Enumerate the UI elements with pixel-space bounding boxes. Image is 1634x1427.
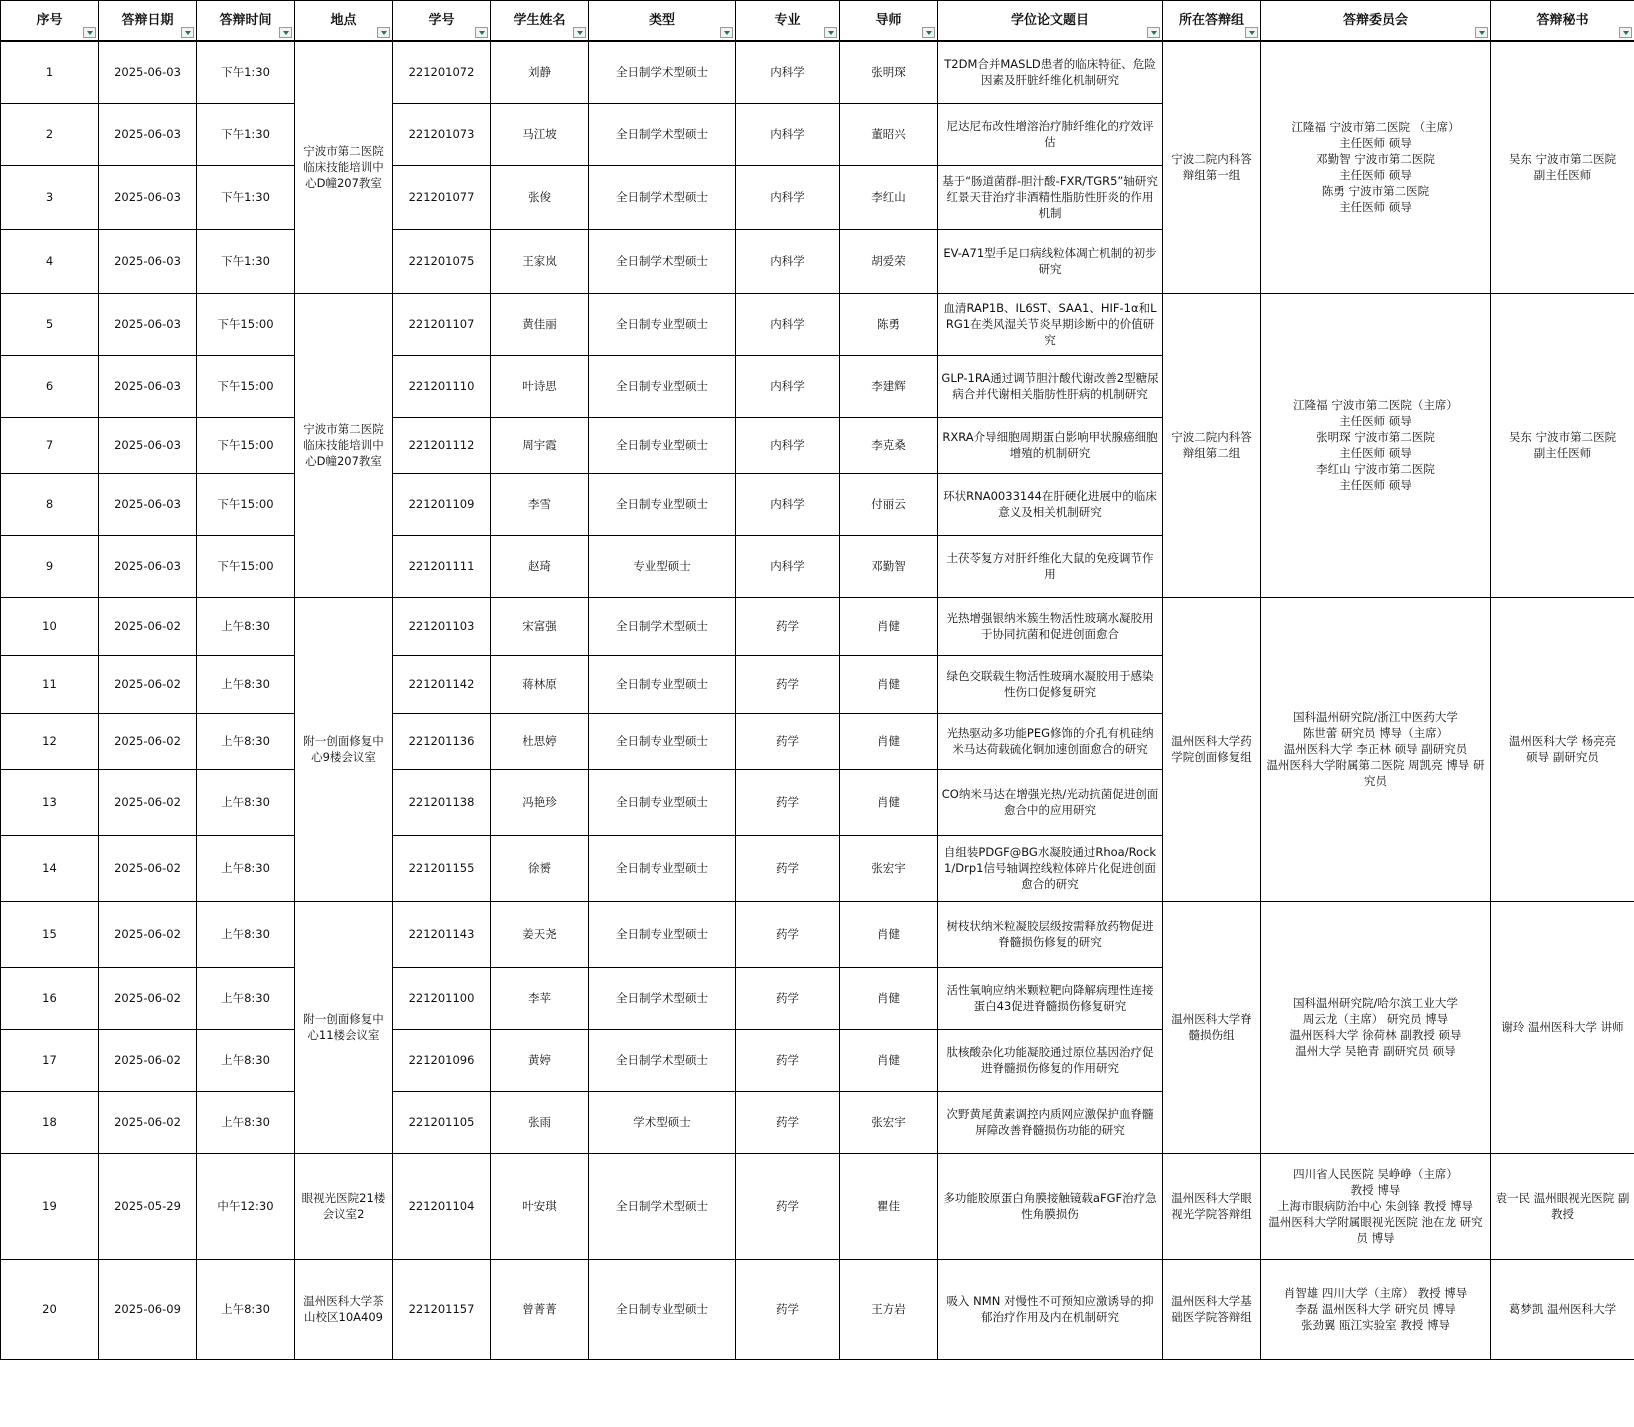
advisor: 李红山	[840, 165, 938, 229]
venue: 宁波市第二医院临床技能培训中心D幢207教室	[295, 293, 393, 597]
defense-time: 上午8:30	[197, 1259, 295, 1359]
column-header-label: 地点	[330, 12, 357, 28]
thesis-title: 吸入 NMN 对慢性不可预知应激诱导的抑郁治疗作用及内在机制研究	[938, 1259, 1163, 1359]
defense-time: 上午8:30	[197, 835, 295, 901]
defense-date: 2025-06-02	[99, 655, 197, 713]
defense-committee: 国科温州研究院/哈尔滨工业大学 周云龙（主席） 研究员 博导 温州医科大学 徐荷林 副教授 硕导 温州大学 吴艳青 副研究员 硕导	[1261, 901, 1491, 1153]
student-id: 221201103	[393, 597, 491, 655]
column-header-label: 答辩委员会	[1342, 12, 1408, 28]
column-header-label: 类型	[648, 12, 675, 28]
filter-dropdown-icon[interactable]	[83, 27, 96, 38]
defense-time: 上午8:30	[197, 967, 295, 1029]
defense-time: 下午15:00	[197, 355, 295, 417]
student-name: 马江坡	[491, 103, 589, 165]
student-name: 李苹	[491, 967, 589, 1029]
defense-secretary: 温州医科大学 杨亮亮 硕导 副研究员	[1491, 597, 1634, 901]
defense-time: 上午8:30	[197, 713, 295, 769]
student-id: 221201109	[393, 473, 491, 535]
table-row	[1, 901, 1634, 967]
major: 内科学	[736, 417, 840, 473]
filter-dropdown-icon[interactable]	[1147, 27, 1160, 38]
defense-time: 上午8:30	[197, 1091, 295, 1153]
student-id: 221201110	[393, 355, 491, 417]
degree-type: 全日制专业型硕士	[589, 417, 736, 473]
row-number: 2	[1, 103, 99, 165]
row-number: 14	[1, 835, 99, 901]
table-row	[1, 1153, 1634, 1259]
column-header	[491, 1, 589, 42]
degree-type: 全日制学术型硕士	[589, 165, 736, 229]
advisor: 王方岩	[840, 1259, 938, 1359]
filter-dropdown-icon[interactable]	[824, 27, 837, 38]
row-number: 6	[1, 355, 99, 417]
student-name: 宋富强	[491, 597, 589, 655]
degree-type: 全日制专业型硕士	[589, 655, 736, 713]
row-number: 18	[1, 1091, 99, 1153]
student-id: 221201100	[393, 967, 491, 1029]
student-name: 刘静	[491, 41, 589, 103]
major: 药学	[736, 1153, 840, 1259]
row-number: 17	[1, 1029, 99, 1091]
degree-type: 全日制专业型硕士	[589, 473, 736, 535]
advisor: 陈勇	[840, 293, 938, 355]
student-name: 黄婷	[491, 1029, 589, 1091]
defense-date: 2025-06-02	[99, 901, 197, 967]
defense-date: 2025-06-02	[99, 597, 197, 655]
advisor: 李克桑	[840, 417, 938, 473]
column-header	[840, 1, 938, 42]
venue: 温州医科大学茶山校区10A409	[295, 1259, 393, 1359]
thesis-title: 树枝状纳米粒凝胶层级按需释放药物促进脊髓损伤修复的研究	[938, 901, 1163, 967]
filter-dropdown-icon[interactable]	[1475, 27, 1488, 38]
defense-time: 下午15:00	[197, 473, 295, 535]
filter-dropdown-icon[interactable]	[573, 27, 586, 38]
row-number: 13	[1, 769, 99, 835]
thesis-title: 次野黄尾黄素调控内质网应激保护血脊髓屏障改善脊髓损伤功能的研究	[938, 1091, 1163, 1153]
column-header-label: 答辩秘书	[1536, 12, 1589, 28]
column-header-label: 答辩日期	[121, 12, 174, 28]
degree-type: 专业型硕士	[589, 535, 736, 597]
thesis-title: T2DM合并MASLD患者的临床特征、危险因素及肝脏纤维化机制研究	[938, 41, 1163, 103]
filter-dropdown-icon[interactable]	[377, 27, 390, 38]
advisor: 肖健	[840, 655, 938, 713]
column-header	[938, 1, 1163, 42]
advisor: 瞿佳	[840, 1153, 938, 1259]
defense-group: 温州医科大学眼视光学院答辩组	[1163, 1153, 1261, 1259]
student-id: 221201105	[393, 1091, 491, 1153]
row-number: 3	[1, 165, 99, 229]
thesis-title: EV-A71型手足口病线粒体凋亡机制的初步研究	[938, 229, 1163, 293]
column-header	[1491, 1, 1634, 42]
venue: 附一创面修复中心11楼会议室	[295, 901, 393, 1153]
defense-date: 2025-06-02	[99, 1091, 197, 1153]
degree-type: 全日制学术型硕士	[589, 1029, 736, 1091]
advisor: 张明琛	[840, 41, 938, 103]
row-number: 5	[1, 293, 99, 355]
student-name: 叶安琪	[491, 1153, 589, 1259]
defense-committee: 江隆福 宁波市第二医院（主席） 主任医师 硕导 张明琛 宁波市第二医院 主任医师 硕导 李红山 宁波市第二医院 主任医师 硕导	[1261, 293, 1491, 597]
defense-secretary: 谢玲 温州医科大学 讲师	[1491, 901, 1634, 1153]
student-id: 221201136	[393, 713, 491, 769]
filter-dropdown-icon[interactable]	[475, 27, 488, 38]
advisor: 肖健	[840, 901, 938, 967]
student-name: 杜思婷	[491, 713, 589, 769]
column-header	[1, 1, 99, 42]
defense-date: 2025-06-03	[99, 293, 197, 355]
major: 内科学	[736, 535, 840, 597]
column-header	[589, 1, 736, 42]
student-name: 赵琦	[491, 535, 589, 597]
table-body	[1, 41, 1634, 1359]
student-name: 李雪	[491, 473, 589, 535]
student-name: 周宇霞	[491, 417, 589, 473]
column-header-label: 专业	[774, 12, 801, 28]
student-id: 221201107	[393, 293, 491, 355]
thesis-title: 肽核酸杂化功能凝胶通过原位基因治疗促进脊髓损伤修复的作用研究	[938, 1029, 1163, 1091]
defense-time: 下午1:30	[197, 41, 295, 103]
student-id: 221201142	[393, 655, 491, 713]
defense-group: 宁波二院内科答辩组第一组	[1163, 41, 1261, 293]
student-id: 221201157	[393, 1259, 491, 1359]
defense-secretary: 吴东 宁波市第二医院 副主任医师	[1491, 41, 1634, 293]
defense-date: 2025-06-02	[99, 1029, 197, 1091]
defense-date: 2025-06-02	[99, 967, 197, 1029]
defense-time: 下午1:30	[197, 103, 295, 165]
thesis-title: 环状RNA0033144在肝硬化进展中的临床意义及相关机制研究	[938, 473, 1163, 535]
student-id: 221201077	[393, 165, 491, 229]
row-number: 10	[1, 597, 99, 655]
student-name: 王家岚	[491, 229, 589, 293]
major: 内科学	[736, 41, 840, 103]
header-row	[1, 1, 1634, 42]
student-id: 221201138	[393, 769, 491, 835]
advisor: 张宏宇	[840, 835, 938, 901]
filter-dropdown-icon[interactable]	[922, 27, 935, 38]
filter-dropdown-icon[interactable]	[720, 27, 733, 38]
defense-date: 2025-06-03	[99, 103, 197, 165]
defense-secretary: 吴东 宁波市第二医院 副主任医师	[1491, 293, 1634, 597]
student-id: 221201143	[393, 901, 491, 967]
venue: 宁波市第二医院临床技能培训中心D幢207教室	[295, 41, 393, 293]
student-name: 黄佳丽	[491, 293, 589, 355]
student-id: 221201112	[393, 417, 491, 473]
defense-time: 下午15:00	[197, 535, 295, 597]
advisor: 胡爱荣	[840, 229, 938, 293]
degree-type: 全日制专业型硕士	[589, 901, 736, 967]
student-name: 张俊	[491, 165, 589, 229]
student-id: 221201155	[393, 835, 491, 901]
venue: 眼视光医院21楼会议室2	[295, 1153, 393, 1259]
major: 药学	[736, 1259, 840, 1359]
row-number: 15	[1, 901, 99, 967]
column-header	[1261, 1, 1491, 42]
thesis-title: 自组装PDGF@BG水凝胶通过Rhoa/Rock1/Drp1信号轴调控线粒体碎片化促进创面愈合的研究	[938, 835, 1163, 901]
defense-date: 2025-06-02	[99, 713, 197, 769]
degree-type: 学术型硕士	[589, 1091, 736, 1153]
student-id: 221201096	[393, 1029, 491, 1091]
column-header	[393, 1, 491, 42]
column-header-label: 答辩时间	[219, 12, 272, 28]
student-name: 冯艳珍	[491, 769, 589, 835]
student-name: 姜天尧	[491, 901, 589, 967]
major: 内科学	[736, 473, 840, 535]
defense-group: 温州医科大学基础医学院答辩组	[1163, 1259, 1261, 1359]
major: 药学	[736, 1091, 840, 1153]
column-header-label: 导师	[875, 12, 902, 28]
thesis-title: 活性氧响应纳米颗粒靶向降解病理性连接蛋白43促进脊髓损伤修复研究	[938, 967, 1163, 1029]
student-name: 张雨	[491, 1091, 589, 1153]
degree-type: 全日制专业型硕士	[589, 355, 736, 417]
row-number: 20	[1, 1259, 99, 1359]
defense-time: 上午8:30	[197, 655, 295, 713]
column-header-label: 学号	[428, 12, 455, 28]
degree-type: 全日制学术型硕士	[589, 967, 736, 1029]
defense-committee: 江隆福 宁波市第二医院 （主席） 主任医师 硕导 邓勤智 宁波市第二医院 主任医师 硕导 陈勇 宁波市第二医院 主任医师 硕导	[1261, 41, 1491, 293]
defense-time: 下午1:30	[197, 229, 295, 293]
defense-date: 2025-06-03	[99, 355, 197, 417]
student-id: 221201075	[393, 229, 491, 293]
column-header-label: 学位论文题目	[1010, 12, 1089, 28]
venue: 附一创面修复中心9楼会议室	[295, 597, 393, 901]
defense-committee: 肖智雄 四川大学（主席） 教授 博导 李磊 温州医科大学 研究员 博导 张劲翼 瓯江实验室 教授 博导	[1261, 1259, 1491, 1359]
filter-dropdown-icon[interactable]	[279, 27, 292, 38]
degree-type: 全日制学术型硕士	[589, 41, 736, 103]
column-header-label: 学生姓名	[513, 12, 566, 28]
column-header-label: 序号	[36, 12, 63, 28]
degree-type: 全日制专业型硕士	[589, 293, 736, 355]
defense-time: 下午15:00	[197, 417, 295, 473]
degree-type: 全日制学术型硕士	[589, 229, 736, 293]
defense-committee: 四川省人民医院 吴峥峥（主席） 教授 博导 上海市眼病防治中心 朱剑锋 教授 博导 温州医科大学附属眼视光医院 池在龙 研究员 博导	[1261, 1153, 1491, 1259]
thesis-title: 多功能胶原蛋白角膜接触镜载aFGF治疗急性角膜损伤	[938, 1153, 1163, 1259]
major: 内科学	[736, 103, 840, 165]
advisor: 付丽云	[840, 473, 938, 535]
major: 药学	[736, 597, 840, 655]
filter-dropdown-icon[interactable]	[1619, 27, 1632, 38]
defense-date: 2025-06-03	[99, 165, 197, 229]
defense-secretary: 袁一民 温州眼视光医院 副教授	[1491, 1153, 1634, 1259]
degree-type: 全日制专业型硕士	[589, 1259, 736, 1359]
advisor: 董昭兴	[840, 103, 938, 165]
advisor: 邓勤智	[840, 535, 938, 597]
thesis-title: CO纳米马达在增强光热/光动抗菌促进创面愈合中的应用研究	[938, 769, 1163, 835]
defense-date: 2025-06-09	[99, 1259, 197, 1359]
advisor: 李建辉	[840, 355, 938, 417]
row-number: 19	[1, 1153, 99, 1259]
advisor: 肖健	[840, 967, 938, 1029]
student-name: 徐赟	[491, 835, 589, 901]
column-header	[197, 1, 295, 42]
thesis-title: 光热驱动多功能PEG修饰的介孔有机硅纳米马达荷载硫化铜加速创面愈合的研究	[938, 713, 1163, 769]
major: 内科学	[736, 229, 840, 293]
student-id: 221201072	[393, 41, 491, 103]
defense-time: 上午8:30	[197, 769, 295, 835]
defense-date: 2025-06-03	[99, 417, 197, 473]
student-id: 221201073	[393, 103, 491, 165]
major: 药学	[736, 655, 840, 713]
advisor: 张宏宇	[840, 1091, 938, 1153]
row-number: 7	[1, 417, 99, 473]
major: 内科学	[736, 293, 840, 355]
thesis-title: 血清RAP1B、IL6ST、SAA1、HIF-1α和LRG1在类风湿关节炎早期诊断中的价值研究	[938, 293, 1163, 355]
defense-date: 2025-06-03	[99, 535, 197, 597]
defense-group: 宁波二院内科答辩组第二组	[1163, 293, 1261, 597]
major: 药学	[736, 769, 840, 835]
column-header	[99, 1, 197, 42]
thesis-title: 光热增强银纳米簇生物活性玻璃水凝胶用于协同抗菌和促进创面愈合	[938, 597, 1163, 655]
column-header	[295, 1, 393, 42]
degree-type: 全日制学术型硕士	[589, 597, 736, 655]
defense-date: 2025-05-29	[99, 1153, 197, 1259]
student-name: 叶诗思	[491, 355, 589, 417]
defense-time: 上午8:30	[197, 597, 295, 655]
table-row	[1, 41, 1634, 103]
thesis-title: RXRA介导细胞周期蛋白影响甲状腺癌细胞增殖的机制研究	[938, 417, 1163, 473]
row-number: 8	[1, 473, 99, 535]
column-header	[1163, 1, 1261, 42]
student-id: 221201104	[393, 1153, 491, 1259]
column-header-label: 所在答辩组	[1178, 12, 1244, 28]
degree-type: 全日制学术型硕士	[589, 103, 736, 165]
table-row	[1, 293, 1634, 355]
defense-date: 2025-06-02	[99, 835, 197, 901]
defense-group: 温州医科大学脊髓损伤组	[1163, 901, 1261, 1153]
major: 药学	[736, 901, 840, 967]
row-number: 4	[1, 229, 99, 293]
degree-type: 全日制学术型硕士	[589, 1153, 736, 1259]
thesis-title: 基于“肠道菌群-胆汁酸-FXR/TGR5”轴研究红景天苷治疗非酒精性脂肪性肝炎的作用机制	[938, 165, 1163, 229]
advisor: 肖健	[840, 713, 938, 769]
defense-time: 下午15:00	[197, 293, 295, 355]
degree-type: 全日制专业型硕士	[589, 713, 736, 769]
defense-date: 2025-06-03	[99, 473, 197, 535]
defense-date: 2025-06-02	[99, 769, 197, 835]
major: 药学	[736, 713, 840, 769]
major: 内科学	[736, 355, 840, 417]
filter-dropdown-icon[interactable]	[1245, 27, 1258, 38]
defense-time: 中午12:30	[197, 1153, 295, 1259]
defense-date: 2025-06-03	[99, 41, 197, 103]
column-header	[736, 1, 840, 42]
degree-type: 全日制专业型硕士	[589, 835, 736, 901]
table-row	[1, 1259, 1634, 1359]
defense-time: 上午8:30	[197, 1029, 295, 1091]
advisor: 肖健	[840, 1029, 938, 1091]
defense-group: 温州医科大学药学院创面修复组	[1163, 597, 1261, 901]
thesis-title: 绿色交联载生物活性玻璃水凝胶用于感染性伤口促修复研究	[938, 655, 1163, 713]
advisor: 肖健	[840, 769, 938, 835]
row-number: 16	[1, 967, 99, 1029]
defense-committee: 国科温州研究院/浙江中医药大学 陈世蕾 研究员 博导（主席） 温州医科大学 李正林 硕导 副研究员 温州医科大学附属第二医院 周凯亮 博导 研究员	[1261, 597, 1491, 901]
degree-type: 全日制专业型硕士	[589, 769, 736, 835]
major: 内科学	[736, 165, 840, 229]
row-number: 11	[1, 655, 99, 713]
filter-dropdown-icon[interactable]	[181, 27, 194, 38]
defense-time: 上午8:30	[197, 901, 295, 967]
student-name: 曾菁菁	[491, 1259, 589, 1359]
student-id: 221201111	[393, 535, 491, 597]
thesis-title: 尼达尼布改性增溶治疗肺纤维化的疗效评估	[938, 103, 1163, 165]
defense-date: 2025-06-03	[99, 229, 197, 293]
student-name: 蒋林原	[491, 655, 589, 713]
table-row	[1, 597, 1634, 655]
major: 药学	[736, 967, 840, 1029]
advisor: 肖健	[840, 597, 938, 655]
row-number: 1	[1, 41, 99, 103]
thesis-title: GLP-1RA通过调节胆汁酸代谢改善2型糖尿病合并代谢相关脂肪性肝病的机制研究	[938, 355, 1163, 417]
major: 药学	[736, 835, 840, 901]
defense-time: 下午1:30	[197, 165, 295, 229]
defense-secretary: 葛梦凯 温州医科大学	[1491, 1259, 1634, 1359]
row-number: 12	[1, 713, 99, 769]
major: 药学	[736, 1029, 840, 1091]
thesis-title: 土茯苓复方对肝纤维化大鼠的免疫调节作用	[938, 535, 1163, 597]
row-number: 9	[1, 535, 99, 597]
